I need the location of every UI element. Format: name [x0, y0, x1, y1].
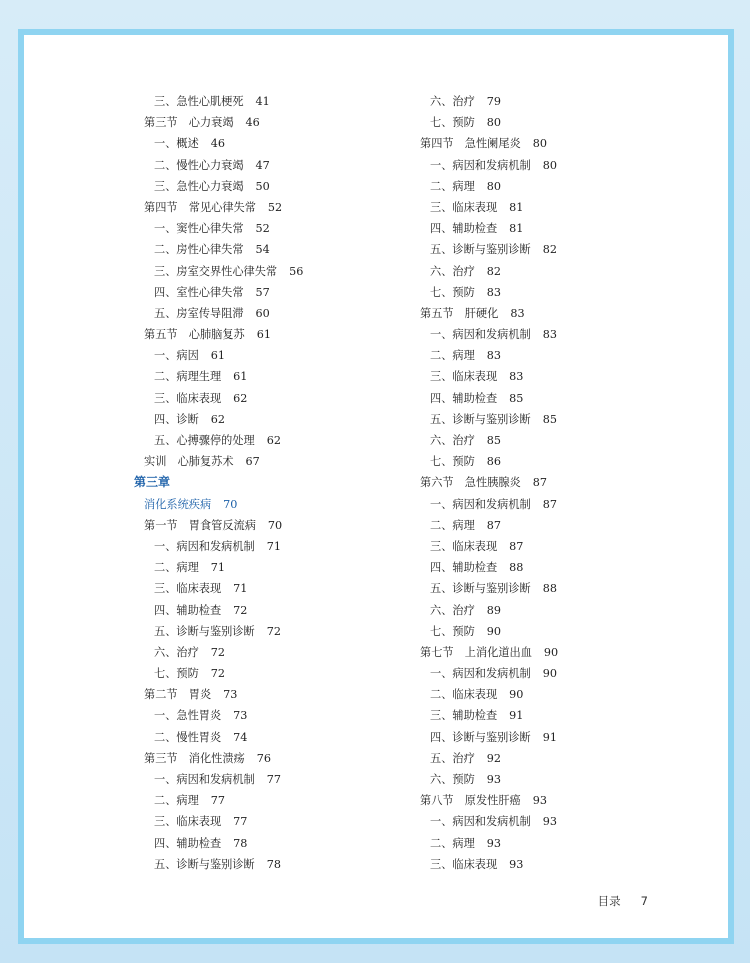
- toc-entry-page: 52: [255, 222, 270, 236]
- toc-entry-page: 60: [255, 306, 270, 320]
- toc-entry[interactable]: [134, 409, 404, 430]
- toc-entry-page: 72: [233, 603, 248, 617]
- toc-entry-title: 三、临床表现: [154, 815, 222, 829]
- toc-entry-page: 88: [542, 582, 557, 596]
- toc-entry-page: 50: [255, 179, 270, 193]
- toc-entry-title: 六、预防: [430, 773, 475, 786]
- toc-entry-page: 82: [486, 264, 502, 278]
- toc-entry-title: 三、辅助检查: [430, 709, 498, 723]
- toc-entry-page: 72: [266, 624, 281, 638]
- toc-entry-title: 四、辅助检查: [430, 222, 498, 236]
- toc-entry-title: 四、辅助检查: [154, 836, 222, 850]
- toc-entry-title: 一、病因和发病机制: [430, 497, 531, 511]
- toc-entry[interactable]: [410, 536, 710, 557]
- toc-entry-title: 三、临床表现: [430, 200, 498, 214]
- toc-entry[interactable]: [134, 578, 404, 599]
- toc-entry-page: 62: [210, 412, 226, 426]
- toc-entry[interactable]: [410, 155, 710, 176]
- toc-entry[interactable]: [134, 642, 404, 663]
- toc-entry-page: 92: [486, 751, 502, 765]
- toc-entry-page: 46: [210, 137, 226, 151]
- toc-entry-page: 93: [486, 836, 502, 850]
- toc-entry-page: 72: [210, 645, 226, 659]
- toc-entry-title: 七、预防: [430, 116, 475, 130]
- toc-entry-title: 第四节 常见心律失常: [144, 200, 256, 214]
- toc-entry-page: 77: [233, 815, 248, 829]
- toc-entry[interactable]: [410, 303, 710, 324]
- toc-entry-page: 82: [542, 243, 557, 257]
- toc-entry[interactable]: [410, 705, 710, 726]
- toc-entry[interactable]: [134, 748, 404, 769]
- toc-entry-title: 二、房性心律失常: [154, 243, 244, 257]
- toc-entry[interactable]: [410, 366, 710, 387]
- toc-entry-title: 五、诊断与鉴别诊断: [154, 857, 255, 871]
- footer-page-number: 7: [640, 894, 648, 908]
- toc-entry[interactable]: [134, 600, 404, 621]
- toc-entry-page: 83: [486, 285, 502, 299]
- toc-entry[interactable]: [134, 536, 404, 557]
- toc-entry-page: 80: [542, 158, 557, 172]
- toc-entry-title: 五、房室传导阻滞: [154, 306, 244, 320]
- toc-entry[interactable]: [134, 366, 404, 387]
- toc-entry[interactable]: [410, 112, 710, 133]
- toc-entry[interactable]: [410, 578, 710, 599]
- toc-entry[interactable]: [134, 388, 404, 409]
- toc-entry-title: 第五节 肝硬化: [420, 306, 499, 320]
- toc-entry[interactable]: [410, 430, 710, 451]
- toc-entry[interactable]: [410, 790, 710, 811]
- toc-entry-title: 六、治疗: [154, 645, 199, 659]
- toc-entry-title: 四、诊断与鉴别诊断: [430, 730, 531, 744]
- toc-entry[interactable]: [410, 239, 710, 260]
- toc-entry[interactable]: [410, 557, 710, 578]
- toc-entry-title: 二、病理生理: [154, 370, 222, 384]
- toc-entry-title: 四、辅助检查: [430, 561, 498, 575]
- toc-entry-page: 71: [210, 561, 226, 575]
- toc-entry-title: 三、临床表现: [154, 582, 222, 596]
- toc-entry-title: 第三节 心力衰竭: [144, 116, 234, 130]
- toc-entry-title: 三、临床表现: [154, 391, 222, 405]
- toc-entry-page: 76: [256, 751, 271, 765]
- toc-entry-title: 三、临床表现: [430, 857, 498, 871]
- toc-entry[interactable]: [410, 388, 710, 409]
- toc-entry[interactable]: [410, 600, 710, 621]
- toc-entry-page: 73: [223, 688, 238, 702]
- toc-entry[interactable]: [410, 494, 710, 515]
- toc-entry-title: 七、预防: [154, 667, 199, 681]
- toc-entry[interactable]: [134, 451, 404, 472]
- toc-entry-title: 二、病理: [154, 794, 199, 808]
- toc-entry-page: 71: [233, 582, 248, 596]
- toc-entry-page: 71: [266, 539, 281, 553]
- toc-entry-page: 83: [509, 370, 524, 384]
- toc-entry[interactable]: [134, 282, 404, 303]
- toc-entry[interactable]: [134, 854, 404, 875]
- toc-entry-title: 二、病理: [430, 179, 475, 193]
- toc-entry[interactable]: [410, 684, 710, 705]
- toc-entry[interactable]: [134, 430, 404, 451]
- toc-entry-page: 80: [532, 137, 547, 151]
- toc-entry[interactable]: [410, 811, 710, 832]
- toc-entry-title: 七、预防: [430, 455, 475, 469]
- toc-entry[interactable]: [134, 621, 404, 642]
- toc-entry-title: 第二节 胃炎: [144, 688, 212, 702]
- toc-entry-title: 第八节 原发性肝癌: [420, 794, 521, 808]
- toc-entry-page: 54: [255, 243, 270, 257]
- toc-entry-title: 六、治疗: [430, 603, 475, 617]
- toc-entry-title: 五、治疗: [430, 751, 475, 765]
- toc-entry[interactable]: [134, 790, 404, 811]
- toc-entry-page: 91: [542, 730, 557, 744]
- toc-entry[interactable]: [410, 324, 710, 345]
- toc-entry-title: 第七节 上消化道出血: [420, 645, 532, 659]
- toc-entry-page: 93: [532, 794, 547, 808]
- toc-entry[interactable]: [134, 515, 404, 536]
- toc-entry-page: 81: [509, 200, 524, 214]
- toc-entry[interactable]: [410, 727, 710, 748]
- toc-entry[interactable]: [134, 91, 404, 112]
- toc-entry-page: 93: [542, 815, 557, 829]
- toc-entry[interactable]: [134, 833, 404, 854]
- toc-entry-page: 87: [486, 518, 502, 532]
- chapter-heading[interactable]: [134, 472, 404, 493]
- toc-entry-title: 二、病理: [430, 349, 475, 363]
- toc-entry-title: 一、病因和发病机制: [430, 158, 531, 172]
- toc-entry[interactable]: [410, 261, 710, 282]
- toc-entry[interactable]: [410, 451, 710, 472]
- toc-entry-page: 86: [486, 455, 502, 469]
- toc-entry-title: 六、治疗: [430, 264, 475, 278]
- toc-entry-title: 三、临床表现: [430, 539, 498, 553]
- toc-entry-title: 一、窦性心律失常: [154, 222, 244, 236]
- toc-entry-page: 90: [543, 645, 559, 659]
- toc-entry-title: 第三节 消化性溃疡: [144, 751, 245, 765]
- toc-entry[interactable]: [134, 324, 404, 345]
- toc-entry-title: 二、慢性心力衰竭: [154, 158, 244, 172]
- toc-entry[interactable]: [134, 112, 404, 133]
- toc-entry-page: 90: [486, 624, 502, 638]
- toc-entry[interactable]: [410, 833, 710, 854]
- toc-entry-title: 二、病理: [430, 518, 475, 532]
- toc-entry[interactable]: [134, 155, 404, 176]
- toc-entry[interactable]: [410, 642, 710, 663]
- toc-right-column: [410, 91, 710, 875]
- toc-entry-page: 72: [210, 667, 226, 681]
- footer-label: 目录: [597, 894, 621, 908]
- toc-entry-title: 三、临床表现: [430, 370, 498, 384]
- toc-entry-page: 85: [509, 391, 524, 405]
- toc-entry[interactable]: [134, 133, 404, 154]
- toc-entry-title: 一、病因和发病机制: [154, 773, 255, 786]
- toc-entry[interactable]: [410, 854, 710, 875]
- toc-entry-title: 第六节 急性胰腺炎: [420, 476, 521, 490]
- toc-entry-title: 二、慢性胃炎: [154, 730, 222, 744]
- toc-entry-page: 87: [532, 476, 547, 490]
- toc-entry[interactable]: [134, 197, 404, 218]
- toc-entry[interactable]: [410, 197, 710, 218]
- toc-entry-title: 二、病理: [430, 836, 475, 850]
- page-frame: [18, 29, 734, 944]
- toc-entry[interactable]: [410, 769, 710, 790]
- toc-left-column: [134, 91, 404, 875]
- toc-entry[interactable]: [410, 472, 710, 493]
- toc-entry[interactable]: [410, 409, 710, 430]
- toc-entry-title: 消化系统疾病: [144, 497, 212, 511]
- toc-entry-title: 一、病因和发病机制: [430, 328, 531, 342]
- toc-entry-page: 81: [509, 222, 524, 236]
- toc-entry-title: 五、心搏骤停的处理: [154, 434, 255, 447]
- toc-entry[interactable]: [134, 705, 404, 726]
- toc-entry[interactable]: [410, 133, 710, 154]
- toc-entry-title: 三、房室交界性心律失常: [154, 264, 278, 278]
- toc-entry-title: 三、急性心力衰竭: [154, 179, 244, 193]
- toc-entry-title: 一、病因和发病机制: [430, 815, 531, 829]
- toc-entry[interactable]: [410, 345, 710, 366]
- toc-entry-page: 93: [486, 773, 502, 786]
- toc-entry[interactable]: [410, 748, 710, 769]
- toc-entry-page: 87: [509, 539, 524, 553]
- toc-entry-page: 90: [509, 688, 524, 702]
- toc-entry-page: 77: [266, 773, 281, 786]
- toc-entry-page: 41: [255, 95, 270, 108]
- toc-entry-title: 四、辅助检查: [430, 391, 498, 405]
- toc-entry-page: 62: [233, 391, 248, 405]
- toc-entry-title: 五、诊断与鉴别诊断: [154, 624, 255, 638]
- toc-entry-page: 83: [542, 328, 557, 342]
- page-footer: [598, 893, 648, 909]
- toc-entry[interactable]: [410, 91, 710, 112]
- toc-entry-page: 74: [233, 730, 248, 744]
- toc-entry-page: 61: [233, 370, 248, 384]
- toc-entry[interactable]: [410, 176, 710, 197]
- toc-entry-page: 47: [255, 158, 270, 172]
- toc-entry-title: 四、室性心律失常: [154, 285, 244, 299]
- toc-entry-page: 46: [245, 116, 260, 130]
- toc-entry-title: 七、预防: [430, 624, 475, 638]
- toc-entry[interactable]: [134, 176, 404, 197]
- toc-entry-title: 一、概述: [154, 137, 199, 151]
- toc-entry-page: 61: [256, 328, 271, 342]
- toc-entry-page: 85: [542, 412, 557, 426]
- toc-entry[interactable]: [134, 811, 404, 832]
- toc-entry[interactable]: [134, 494, 404, 515]
- toc-entry[interactable]: [410, 621, 710, 642]
- toc-entry-title: 四、诊断: [154, 412, 199, 426]
- toc-entry-page: 93: [509, 857, 524, 871]
- toc-entry-page: 90: [542, 667, 557, 681]
- toc-entry-title: 一、病因和发病机制: [154, 539, 255, 553]
- toc-entry-page: 89: [486, 603, 502, 617]
- toc-entry-title: 二、病理: [154, 561, 199, 575]
- toc-entry-page: 80: [486, 116, 502, 130]
- toc-entry-title: 七、预防: [430, 285, 475, 299]
- toc-entry-page: 62: [266, 434, 281, 447]
- toc-entry[interactable]: [410, 282, 710, 303]
- toc-entry[interactable]: [134, 303, 404, 324]
- toc-entry-title: 五、诊断与鉴别诊断: [430, 582, 531, 596]
- toc-entry-page: 79: [486, 95, 502, 108]
- toc-entry-page: 67: [245, 455, 260, 469]
- toc-entry-page: 78: [266, 857, 281, 871]
- toc-entry[interactable]: [134, 684, 404, 705]
- toc-entry-title: 六、治疗: [430, 95, 475, 108]
- toc-entry-page: 91: [509, 709, 524, 723]
- toc-entry-page: 83: [486, 349, 502, 363]
- toc-entry-page: 56: [289, 264, 304, 278]
- toc-entry[interactable]: [134, 663, 404, 684]
- toc-entry-page: 85: [486, 434, 502, 447]
- toc-entry[interactable]: [134, 345, 404, 366]
- toc-entry[interactable]: [410, 515, 710, 536]
- toc-entry-page: 73: [233, 709, 248, 723]
- toc-entry-title: 一、病因: [154, 349, 199, 363]
- toc-entry-title: 三、急性心肌梗死: [154, 95, 244, 108]
- toc-entry-title: 二、临床表现: [430, 688, 498, 702]
- toc-entry-title: 五、诊断与鉴别诊断: [430, 243, 531, 257]
- toc-entry-title: 五、诊断与鉴别诊断: [430, 412, 531, 426]
- toc-entry-page: 61: [210, 349, 226, 363]
- toc-entry[interactable]: [134, 239, 404, 260]
- toc-entry-page: 70: [223, 497, 238, 511]
- toc-entry-page: 80: [486, 179, 502, 193]
- toc-entry-title: 一、急性胃炎: [154, 709, 222, 723]
- toc-entry[interactable]: [410, 218, 710, 239]
- toc-entry[interactable]: [134, 727, 404, 748]
- toc-entry-title: 实训 心肺复苏术: [144, 455, 234, 469]
- toc-entry[interactable]: [134, 261, 404, 282]
- toc-entry-page: 88: [509, 561, 524, 575]
- toc-entry-title: 六、治疗: [430, 434, 475, 447]
- toc-entry-page: 87: [542, 497, 557, 511]
- toc-entry-title: 第四节 急性阑尾炎: [420, 137, 521, 151]
- toc-entry-title: 第三章: [134, 475, 171, 490]
- toc-entry-page: 78: [233, 836, 248, 850]
- toc-entry-title: 一、病因和发病机制: [430, 667, 531, 681]
- toc-entry-page: 70: [267, 518, 283, 532]
- toc-entry[interactable]: [134, 218, 404, 239]
- toc-entry-page: 57: [255, 285, 270, 299]
- toc-entry-title: 第一节 胃食管反流病: [144, 518, 256, 532]
- toc-entry-title: 四、辅助检查: [154, 603, 222, 617]
- toc-entry-page: 52: [267, 200, 283, 214]
- toc-entry[interactable]: [410, 663, 710, 684]
- toc-entry-page: 83: [510, 306, 525, 320]
- toc-entry-page: 77: [210, 794, 226, 808]
- toc-entry[interactable]: [134, 769, 404, 790]
- toc-entry-title: 第五节 心肺脑复苏: [144, 328, 245, 342]
- toc-entry[interactable]: [134, 557, 404, 578]
